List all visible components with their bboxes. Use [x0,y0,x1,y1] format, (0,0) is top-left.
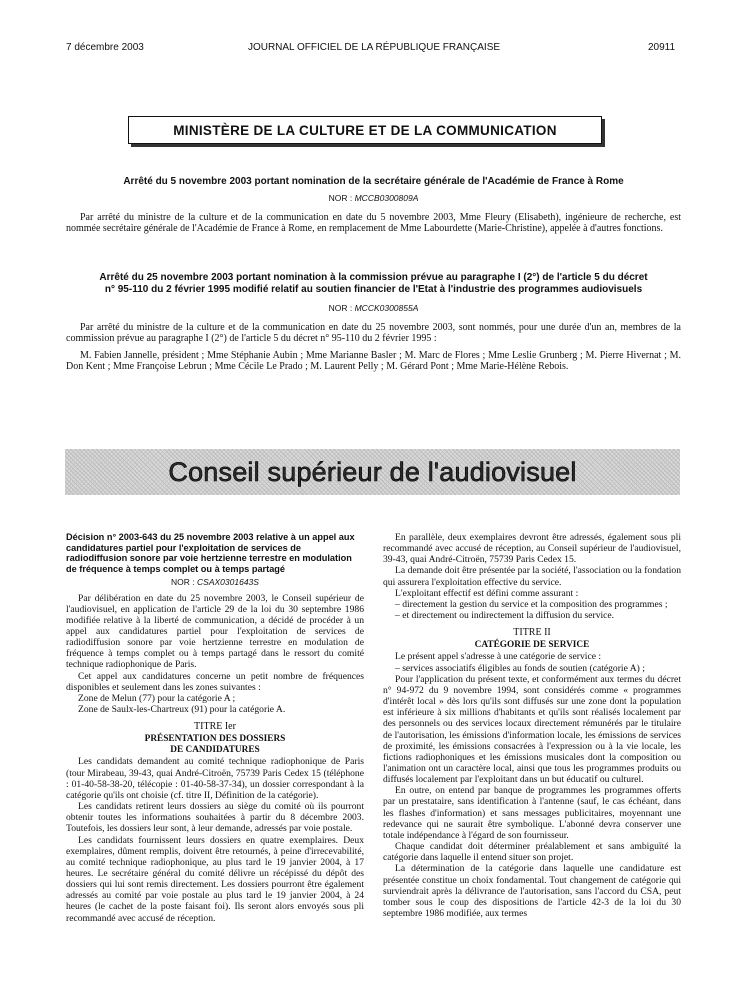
paragraph: La demande doit être présentée par la société, l'association ou la fondation qui assurera l'exploitation effective du service. [383,565,681,588]
decision-nor: NOR : CSAX0301643S [171,577,259,588]
paragraph: Zone de Saulx-les-Chartreux (91) pour la catégorie A. [78,704,286,716]
paragraph: Le présent appel s'adresse à une catégorie de service : [395,651,602,663]
csa-banner-title: Conseil supérieur de l'audiovisuel [168,456,577,487]
list-item: – et directement ou indirectement la diffusion du service. [395,610,615,622]
arrete1-nor: NOR : MCCB0300809A [328,193,419,203]
arrete2-nor: NOR : MCCK0300855A [328,303,419,313]
paragraph: Par délibération en date du 25 novembre 2003, le Conseil supérieur de l'audiovisuel, en application de l'article 29 de la loi du 30 septembre 1986 modifiée relative à la liberté de communication, a décidé de procéder à un appel aux candidatures partiel pour l'exploitation de services de radiodiffusion sonore par voie hertzienne terrestre en modulation de fréquence à temps complet ou à temps partagé dans le ressort du comité technique radiophonique de Paris. [66,592,364,671]
arrete1-title: Arrêté du 5 novembre 2003 portant nomination de la secrétaire générale de l'Académie de France à Rome [123,176,624,187]
titre-1: TITRE Ier [194,721,236,733]
arrete1-text: Par arrêté du ministre de la culture et de la communication en date du 5 novembre 2003, Mme Fleury (Elisabeth), ingénieure de recherche, est nommée secrétaire générale de l'Académie de France à Rome, en remplacement de Mme Labourdette (Marie-Christine), appelée à d'autres fonctions. [66,212,681,235]
paragraph: Chaque candidat doit déterminer préalablement et sans ambiguïté la catégorie dans laquelle il entend situer son projet. [383,841,681,864]
paragraph: En parallèle, deux exemplaires devront être adressés, également sous pli recommandé avec accusé de réception, au Conseil supérieur de l'audiovisuel, 39-43, quai André-Citroën, 75739 Paris Cedex 15. [383,532,681,566]
paragraph: L'exploitant effectif est défini comme assurant : [395,587,579,599]
paragraph: Les candidats fournissent leurs dossiers en quatre exemplaires. Deux exemplaires, dûment remplis, doivent être retournés, à peine d'irrecevabilité, au comité technique radiophonique, au plus tard le 19 janvier 2004, à 17 heures. Le secrétaire général du comité délivre un récépissé du dépôt des dossiers qui lui sont remis directement. Les dossiers pourront être également adressés au comité par voie postale au plus tard le 19 janvier 2004, à 24 heures (le cachet de la poste faisant foi). Ils seront alors envoyés sous pli recommandé avec accusé de réception. [66,834,364,924]
header-page-number: 20911 [648,42,676,53]
paragraph: Les candidats demandent au comité technique radiophonique de Paris (tour Mirabeau, 39-43, quai André-Citroën, 75739 Paris Cedex 15 (téléphone : 01-40-58-38-20, télécopie : 01-40-58-37-34), un dossier correspondant à la catégorie qu'ils ont choisie (cf. titre II, Définition de la catégorie). [66,756,364,801]
list-item: – services associatifs éligibles au fonds de soutien (catégorie A) ; [395,662,645,674]
header-journal-title: JOURNAL OFFICIEL DE LA RÉPUBLIQUE FRANÇAISE [247,42,501,53]
right-column [383,532,681,919]
ministry-heading: MINISTÈRE DE LA CULTURE ET DE LA COMMUNICATION [128,116,602,144]
list-item: – directement la gestion du service et la composition des programmes ; [395,598,668,610]
paragraph: Les candidats retirent leurs dossiers au siège du comité où ils pourront obtenir toutes les informations souhaitées à partir du 8 décembre 2003. Toutefois, les dossiers leur sont, à leur demande, adressés par voie postale. [66,801,364,835]
paragraph: La détermination de la catégorie dans laquelle une candidature est présentée constitue un choix fondamental. Tout changement de catégorie qui surviendrait après la délivrance de l'autorisation, sans l'accord du CSA, peut tomber sous le coup des dispositions de l'article 42-3 de la loi du 30 septembre 1986 modifiée, aux termes [383,863,681,919]
arrete2-text: Par arrêté du ministre de la culture et de la communication en date du 25 novembre 2003, sont nommés, pour une durée d'un an, membres de la commission prévue au paragraphe I (2°) de l'article 5 du décret n° 95-110 du 2 février 1995 : M. Fabien Jannelle, président ; Mme Stéphanie Aubin ; Mme Marianne Basler ; M. Marc de Flores ; Mme Leslie Grunberg ; M. Pierre Hivernat ; M. Don Kent ; Mme Françoise Lebrun ; Mme Cécile Le Prado ; M. Laurent Pelly ; M. Gérard Pont ; Mme Marie-Hélène Rebois. [66,322,681,373]
paragraph: Pour l'application du présent texte, et conformément aux termes du décret n° 94-972 du 9 novembre 1994, sont considérés comme « programmes d'intérêt local » dès lors qu'ils sont diffusés sur une zone dont la population est inférieure à six millions d'habitants et qu'ils sont réalisés localement par des personnels ou des services locaux directement rémunérés par le titulaire de l'autorisation, les émissions d'information locale, les émissions de services de proximité, les émissions consacrées à l'expression ou à la vie locale, les fictions radiophoniques et les émissions musicales dont la composition ou l'animation ont un caractère local, ainsi que tous les programmes produits ou diffusés localement par l'exploitant dans un but éducatif ou culturel. [383,673,681,786]
decision-title: Décision n° 2003-643 du 25 novembre 2003 relative à un appel aux candidatures partiel pour l'exploitation de services de radiodiffusion sonore par voie hertzienne terrestre en modulation de fréquence à temps complet ou à temps partagé [66,532,355,574]
left-column [66,532,364,924]
section-2-heading: CATÉGORIE DE SERVICE [474,640,590,651]
paragraph: En outre, on entend par banque de programmes les programmes offerts par un prestataire, sans identification à l'antenne (sauf, le cas échéant, dans les flashes d'information) et sans messages publicitaires, moyennant une redevance qui ne saurait être symbolique. L'abonné devra conserver une totale indépendance à l'égard de son fournisseur. [383,785,681,841]
section-1-heading: PRÉSENTATION DES DOSSIERS DE CANDIDATURES [144,734,286,756]
header-date: 7 décembre 2003 [66,42,144,53]
titre-2: TITRE II [513,627,551,639]
paragraph: Zone de Melun (77) pour la catégorie A ; [78,692,236,704]
arrete2-title: Arrêté du 25 novembre 2003 portant nomination à la commission prévue au paragraphe I (2°) de l'article 5 du décret n° 95-110 du 2 février 1995 modifié relatif au soutien financier de l'Etat à l'industrie des programmes audiovisuels [99,272,648,295]
paragraph: Cet appel aux candidatures concerne un petit nombre de fréquences disponibles et seulement dans les zones suivantes : [66,670,364,693]
csa-banner [65,449,680,495]
